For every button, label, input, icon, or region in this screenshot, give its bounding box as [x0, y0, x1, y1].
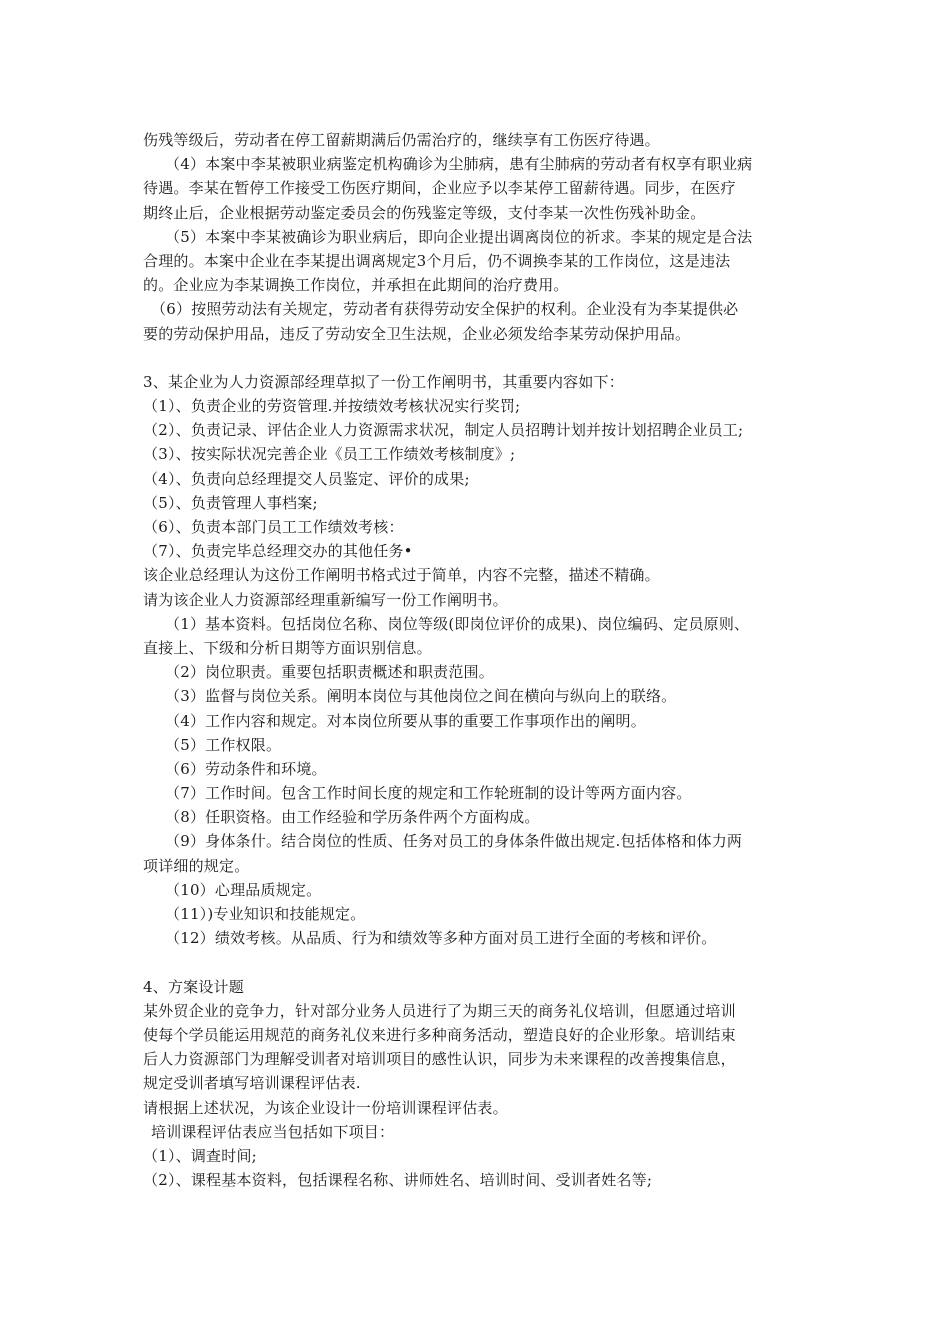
text-line: 某外贸企业的竞争力，针对部分业务人员进行了为期三天的商务礼仪培训，但愿通过培训: [143, 1001, 736, 1020]
text-line: （2）、负责记录、评估企业人力资源需求状况，制定人员招聘计划并按计划招聘企业员工;: [143, 421, 744, 440]
text-line: 4、方案设计题: [143, 977, 244, 996]
text-line: （7）工作时间。包含工作时间长度的规定和工作轮班制的设计等两方面内容。: [165, 784, 692, 803]
text-line: 项详细的规定。: [143, 856, 250, 875]
text-line: 的。企业应为李某调换工作岗位，并承担在此期间的治疗费用。: [143, 276, 569, 295]
text-line: 后人力资源部门为理解受训者对培训项目的感性认识，同步为未来课程的改善搜集信息，: [143, 1050, 736, 1069]
text-line: 3、某企业为人力资源部经理草拟了一份工作阐明书，其重要内容如下：: [143, 372, 624, 391]
text-line: 要的劳动保护用品，违反了劳动安全卫生法规，企业必须发给李某劳动保护用品。: [143, 324, 691, 343]
text-line: （6）劳动条件和环境。: [165, 759, 327, 778]
text-line: 伤残等级后，劳动者在停工留薪期满后仍需治疗的，继续享有工伤医疗待遇。: [143, 131, 660, 149]
text-line: （6）按照劳动法有关规定，劳动者有获得劳动安全保护的权利。企业没有为李某提供必: [151, 300, 739, 319]
text-line: 规定受训者填写培训课程评估表.: [143, 1074, 361, 1093]
blank-line: [143, 346, 811, 370]
text-line: （1）、调查时间;: [143, 1146, 257, 1165]
text-line: （9）身体条什。结合岗位的性质、任务对员工的身体条件做出规定.包括体格和体力两: [165, 832, 743, 851]
text-line: （4）工作内容和规定。对本岗位所要从事的重要工作事项作出的阐明。: [165, 711, 646, 730]
text-line: 直接上、下级和分析日期等方面识别信息。: [143, 638, 432, 657]
text-line: （3）、按实际状况完善企业《员工工作绩效考核制度》;: [143, 445, 516, 464]
text-line: 使每个学员能运用规范的商务礼仪来进行多种商务活动，塑造良好的企业形象。培训结束: [143, 1025, 736, 1044]
document-page: [143, 128, 811, 1192]
text-line: （11）)专业知识和技能规定。: [165, 905, 366, 923]
text-line: 请根据上述状况，为该企业设计一份培训课程评估表。: [143, 1098, 508, 1117]
text-line: 合理的。本案中企业在李某提出调离规定3个月后，仍不调换李某的工作岗位，这是违法: [143, 251, 731, 270]
text-line: （7）、负责完毕总经理交办的其他任务•: [143, 542, 413, 561]
text-line: （6）、负责本部门员工工作绩效考核：: [143, 518, 404, 536]
text-line: 该企业总经理认为这份工作阐明书格式过于简单，内容不完整，描述不精确。: [143, 566, 660, 585]
text-line: （2）、课程基本资料，包括课程名称、讲师姓名、培训时间、受训者姓名等;: [143, 1171, 653, 1190]
text-line: 待遇。李某在暂停工作接受工伤医疗期间，企业应予以李某停工留薪待遇。同步，在医疗: [143, 179, 736, 198]
text-line: （12）绩效考核。从品质、行为和绩效等多种方面对员工进行全面的考核和评价。: [165, 929, 717, 948]
text-line: （5）、负责管理人事档案;: [143, 493, 318, 512]
text-line: （1）基本资料。包括岗位名称、岗位等级(即岗位评价的成果)、岗位编码、定员原则、: [165, 614, 750, 633]
text-line: （5）本案中李某被确诊为职业病后，即向企业提出调离岗位的祈求。李某的规定是合法: [165, 227, 753, 246]
text-line: （4）本案中李某被职业病鉴定机构确诊为尘肺病，患有尘肺病的劳动者有权享有职业病: [165, 155, 753, 174]
text-line: 期终止后，企业根据劳动鉴定委员会的伤残鉴定等级，支付李某一次性伤残补助金。: [143, 203, 706, 222]
text-line: （8）任职资格。由工作经验和学历条件两个方面构成。: [165, 808, 540, 827]
text-line: （1）、负责企业的劳资管理.并按绩效考核状况实行奖罚;: [143, 397, 521, 416]
text-line: 请为该企业人力资源部经理重新编写一份工作阐明书。: [143, 590, 508, 609]
blank-line: [143, 950, 811, 974]
text-line: （2）岗位职责。重要包括职责概述和职责范围。: [165, 663, 494, 682]
text-line: （10）心理品质规定。: [165, 880, 322, 899]
text-line: （3）监督与岗位关系。阐明本岗位与其他岗位之间在横向与纵向上的联络。: [165, 687, 677, 706]
text-line: 培训课程评估表应当包括如下项目：: [151, 1122, 395, 1141]
text-line: （5）工作权限。: [165, 735, 282, 754]
text-line: （4）、负责向总经理提交人员鉴定、评价的成果;: [143, 469, 470, 488]
